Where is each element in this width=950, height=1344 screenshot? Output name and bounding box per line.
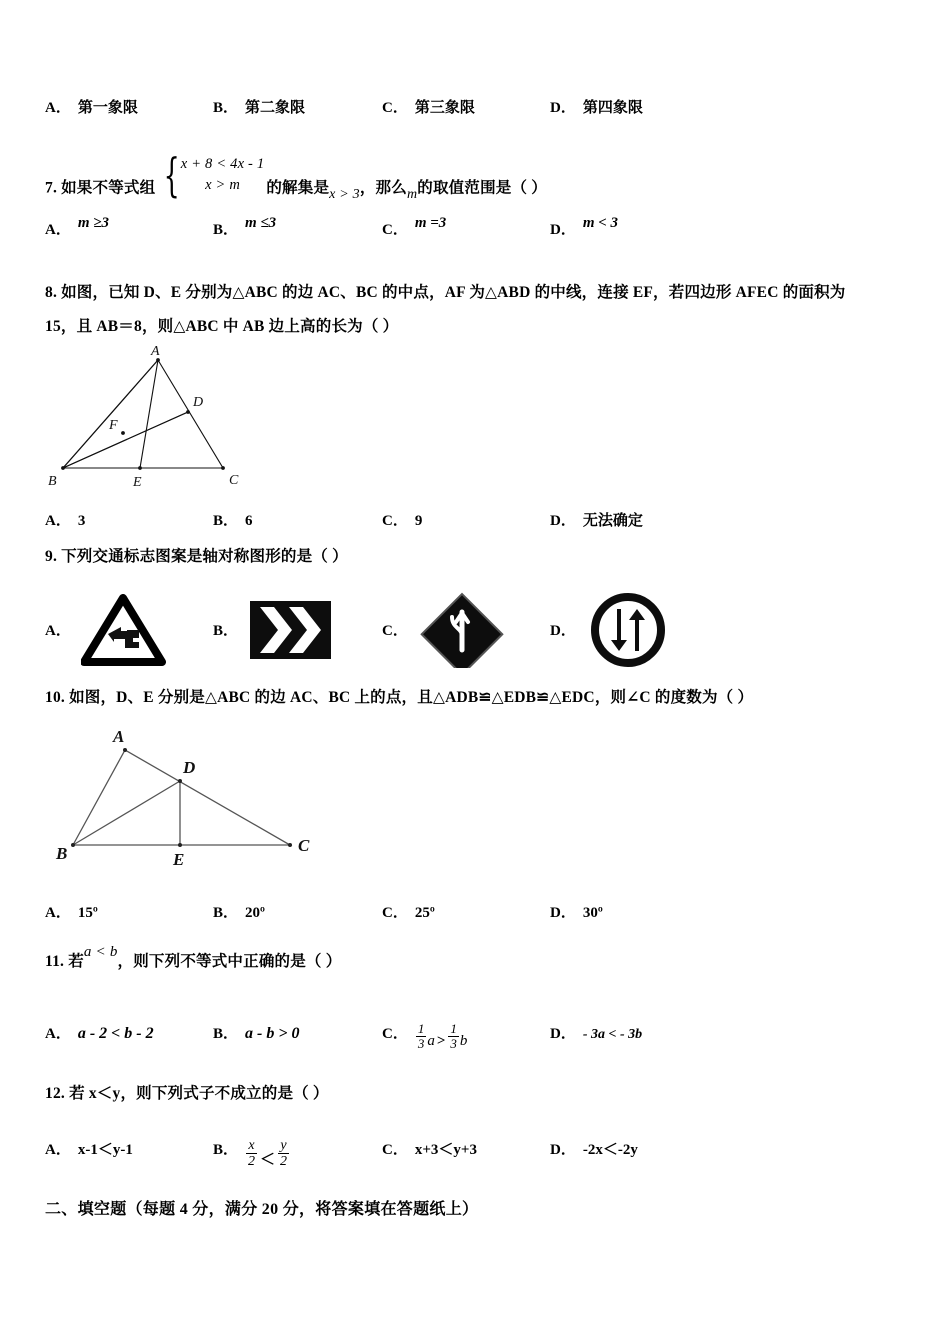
q9-stem [45,545,915,568]
q6-option-a-text: 第一象限 [77,100,138,116]
q11-option-c [382,1022,467,1056]
reverse-turn-triangle-icon [81,594,166,671]
q8-vertex-label-B: B [48,474,57,489]
q10-option-c-text: 25º [414,905,435,921]
q6-option-c-label: C． [382,100,408,116]
q11-option-b-label: B． [213,1026,239,1042]
q12-option-c-label: C． [382,1142,408,1158]
q8-option-d [550,509,643,530]
q7-number: 7. [45,179,58,197]
q11-fraction-one-third-right [448,1022,459,1051]
q11-option-c-label: C． [382,1026,408,1042]
q11-stem-part1: 若 [68,953,84,970]
q7-stem-part3: ，那么 [359,179,407,197]
q6-option-a-label: A． [45,100,71,116]
q11-left-variable: a [427,1033,435,1050]
q11-number: 11. [45,953,65,970]
q8-option-c [382,509,422,530]
q9-options-row [45,613,925,683]
q8-vertex-label-F: F [109,418,118,433]
q11-stem-part2: ，则下列不等式中正确的是（ ） [117,953,342,970]
q12-option-d [550,1138,638,1159]
q8-option-c-label: C． [382,513,408,529]
q11-stem [45,944,915,974]
q8-stem-line1 [45,281,915,304]
section-2-heading: 二、填空题（每题 4 分，满分 20 分，将答案填在答题纸上） [45,1201,479,1218]
q12-option-c-text: x+3＜y+3 [414,1142,477,1158]
q8-option-a [45,509,85,530]
q12-fraction-x-over-2 [246,1138,257,1169]
q6-option-c-text: 第三象限 [414,100,475,116]
q8-text-line1: 如图，已知 D、E 分别为△ABC 的边 AC、BC 的中点，AF 为△ABD 的中线，连接 EF，若四边形 AFEC 的面积为 [61,284,846,301]
q10-option-b-label: B． [213,905,239,921]
q12-option-b-expression [245,1138,290,1174]
q10-option-c [382,901,435,922]
q11-option-c-expression [415,1021,468,1056]
q7-option-c [382,215,447,239]
merge-diamond-icon [418,592,506,673]
q8-number: 8. [45,284,58,301]
q12-option-d-text: -2x＜-2y [582,1142,638,1158]
q10-figure [45,722,335,867]
two-way-traffic-circle-icon [586,591,670,674]
q7-option-d [550,215,619,239]
q7-stem-part1: 如果不等式组 [61,179,156,197]
q7-option-a-text: m ≥3 [77,215,109,231]
q7-stem-part4: 的取值范围是（ ） [417,179,547,197]
q8-option-d-text: 无法确定 [582,513,643,529]
q11-frac2-denominator: 3 [450,1036,457,1052]
q7-option-c-text: m =3 [414,215,447,231]
q12-option-b-label: B． [213,1142,239,1158]
q10-option-b [213,901,265,922]
q8-option-b-label: B． [213,513,239,529]
q12-frac1-numerator: x [248,1138,255,1153]
q7-option-a [45,215,109,239]
q7-inequality-system [157,147,265,202]
q9-text: 下列交通标志图案是轴对称图形的是（ ） [61,548,348,565]
q11-frac2-numerator: 1 [450,1021,457,1036]
q11-condition: a < b [83,944,118,960]
q11-option-a-text: a - 2 < b - 2 [77,1025,154,1042]
q7-system-line2: x > m [205,177,241,194]
chevron-arrows-rectangle-icon [248,599,333,666]
q7-option-b-text: m ≤3 [245,215,277,231]
q10-vertex-label-B: B [56,844,68,863]
q11-relation-operator: > [436,1033,446,1050]
q7-option-b-label: B． [213,222,239,238]
q10-option-a [45,901,98,922]
q7-variable: m [406,186,418,202]
q12-option-c [382,1138,477,1159]
q8-vertex-label-A: A [151,344,160,359]
q8-vertex-label-C: C [229,473,239,488]
q9-option-a-label-wrap [45,619,78,640]
q7-options-row [45,215,925,248]
q9-option-c-label: C． [382,623,408,639]
q10-option-a-text: 15º [77,905,98,921]
q10-option-c-label: C． [382,905,408,921]
q10-option-a-label: A． [45,905,71,921]
q6-option-d [550,96,643,117]
q11-option-d-label: D． [550,1026,576,1042]
q11-option-d [550,1022,642,1043]
q7-option-d-text: m < 3 [582,215,619,231]
q11-right-variable: b [459,1033,468,1050]
q10-text: 如图，D、E 分别是△ABC 的边 AC、BC 上的点，且△ADB≌△EDB≌△EDC，则∠C 的度数为（ ） [69,689,754,706]
q11-options-row [45,1022,925,1052]
q11-frac1-denominator: 3 [417,1036,425,1052]
q11-option-b-text: a - b > 0 [245,1025,300,1042]
q12-number: 12. [45,1085,65,1102]
q7-stem [45,147,915,202]
q8-option-c-text: 9 [414,513,423,529]
q9-option-d-label-wrap [550,619,583,640]
q6-option-a [45,96,138,117]
q12-relation-operator: ＜ [260,1152,276,1169]
q10-option-d [550,901,603,922]
q8-option-b-text: 6 [245,513,253,529]
q7-option-a-label: A． [45,222,71,238]
q12-option-a-text: x-1＜y-1 [77,1142,133,1158]
q8-option-a-text: 3 [77,513,86,529]
q6-option-b-label: B． [213,100,239,116]
q10-vertex-label-E: E [173,850,185,867]
q7-stem-part2: 的解集是 [266,179,330,197]
q11-option-d-text: - 3a < - 3b [582,1027,643,1042]
q12-fraction-y-over-2 [278,1138,289,1169]
q12-options-row [45,1138,925,1168]
q12-frac1-denominator: 2 [248,1154,256,1170]
q12-text: 若 x＜y，则下列式子不成立的是（ ） [69,1085,329,1102]
q9-option-d-label: D． [550,623,576,639]
q8-option-b [213,509,253,530]
q7-option-d-label: D． [550,222,576,238]
q6-option-b-text: 第二象限 [245,100,306,116]
q8-figure [45,342,295,492]
q11-frac1-numerator: 1 [417,1021,425,1036]
left-brace-icon: { [163,147,181,202]
q8-text-line2: 15，且 AB＝8，则△ABC 中 AB 边上高的长为（ ） [45,318,399,335]
q10-stem [45,686,915,709]
q6-option-d-label: D． [550,100,576,116]
q9-option-b-label-wrap [213,619,245,640]
q11-fraction-one-third-left [416,1022,427,1051]
q6-option-d-text: 第四象限 [582,100,643,116]
q12-stem [45,1082,915,1105]
q6-option-c [382,96,475,117]
q8-vertex-label-D: D [193,395,204,410]
q7-option-c-label: C． [382,222,408,238]
q9-option-b-label: B． [213,623,239,639]
q11-option-a-label: A． [45,1026,71,1042]
q11-option-a [45,1022,154,1043]
q11-option-b [213,1022,299,1043]
q8-options-row [45,509,925,539]
q7-solution-set: x > 3 [329,186,360,202]
q10-options-row [45,901,925,931]
q10-vertex-label-A: A [113,727,125,746]
q8-stem-line2 [45,315,915,338]
q7-option-b [213,215,277,239]
q12-frac2-denominator: 2 [280,1154,288,1170]
q12-option-a-label: A． [45,1142,71,1158]
q7-system-line1: x + 8 < 4x - 1 [180,156,265,172]
q10-number: 10. [45,689,65,706]
q9-number: 9. [45,548,58,565]
q6-options-row [45,96,925,126]
q10-option-d-text: 30º [582,905,603,921]
q9-option-c-label-wrap [382,619,415,640]
q8-option-d-label: D． [550,513,576,529]
q8-vertex-label-E: E [133,475,142,490]
q10-vertex-label-C: C [298,836,310,855]
q8-option-a-label: A． [45,513,71,529]
q12-option-a [45,1138,133,1159]
q12-option-d-label: D． [550,1142,576,1158]
q10-option-b-text: 20º [245,905,265,921]
q10-option-d-label: D． [550,905,576,921]
q12-frac2-numerator: y [280,1138,287,1153]
q10-vertex-label-D: D [183,758,196,777]
q12-option-b [213,1138,290,1174]
q9-option-a-label: A． [45,623,71,639]
q6-option-b [213,96,305,117]
